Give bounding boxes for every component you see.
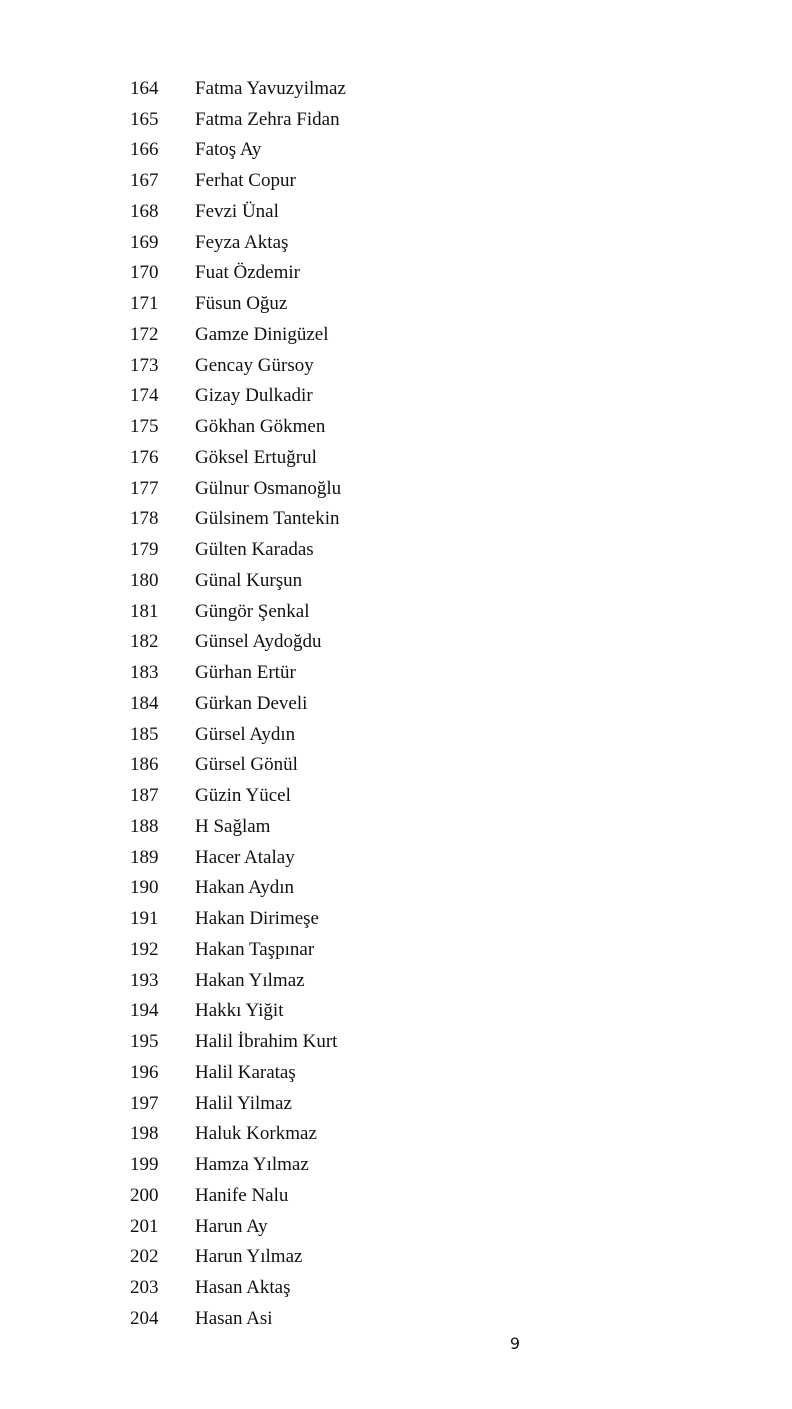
entry-name: Hasan Aktaş: [195, 1277, 291, 1299]
entry-name: Hanife Nalu: [195, 1184, 289, 1206]
list-item: [130, 934, 346, 965]
entry-name: Gürsel Gönül: [195, 754, 298, 776]
entry-number: 194: [130, 1000, 159, 1022]
entry-name: Fatma Zehra Fidan: [195, 108, 340, 130]
page-number: 9: [509, 1334, 521, 1353]
list-item: [130, 750, 346, 781]
entry-name: Gülsinem Tantekin: [195, 508, 340, 530]
entry-number: 175: [130, 416, 159, 438]
entry-number: 166: [130, 139, 159, 161]
list-item: [130, 104, 346, 135]
list-item: [130, 1211, 346, 1242]
list-item: [130, 473, 346, 504]
entry-name: Fevzi Ünal: [195, 200, 279, 222]
entry-name: Günal Kurşun: [195, 569, 303, 591]
entry-number: 186: [130, 754, 159, 776]
entry-number: 204: [130, 1307, 159, 1329]
list-item: [130, 688, 346, 719]
entry-number: 172: [130, 323, 159, 345]
list-item: [130, 1026, 346, 1057]
entry-number: 197: [130, 1092, 159, 1114]
entry-number: 182: [130, 631, 159, 653]
entry-name: Gizay Dulkadir: [195, 385, 313, 407]
entry-number: 185: [130, 723, 159, 745]
list-item: [130, 1180, 346, 1211]
entry-number: 178: [130, 508, 159, 530]
list-item: [130, 73, 346, 104]
entry-number: 201: [130, 1215, 159, 1237]
entry-name: Feyza Aktaş: [195, 231, 289, 253]
entry-number: 192: [130, 938, 159, 960]
list-item: [130, 996, 346, 1027]
list-item: [130, 1303, 346, 1334]
name-list: [130, 73, 346, 1334]
entry-number: 187: [130, 785, 159, 807]
entry-name: Gamze Dinigüzel: [195, 323, 329, 345]
entry-number: 179: [130, 539, 159, 561]
list-item: [130, 565, 346, 596]
entry-number: 167: [130, 170, 159, 192]
list-item: [130, 1272, 346, 1303]
entry-number: 198: [130, 1123, 159, 1145]
list-item: [130, 442, 346, 473]
entry-name: H Sağlam: [195, 815, 271, 837]
list-item: [130, 811, 346, 842]
list-item: [130, 842, 346, 873]
entry-number: 189: [130, 846, 159, 868]
list-item: [130, 627, 346, 658]
entry-name: Halil İbrahim Kurt: [195, 1031, 338, 1053]
entry-number: 183: [130, 662, 159, 684]
entry-number: 196: [130, 1061, 159, 1083]
list-item: [130, 719, 346, 750]
entry-name: Hasan Asi: [195, 1307, 273, 1329]
list-item: [130, 1088, 346, 1119]
entry-name: Gencay Gürsoy: [195, 354, 314, 376]
entry-number: 200: [130, 1184, 159, 1206]
entry-name: Gürsel Aydın: [195, 723, 296, 745]
list-item: [130, 411, 346, 442]
list-item: [130, 965, 346, 996]
list-item: [130, 1149, 346, 1180]
entry-number: 174: [130, 385, 159, 407]
list-item: [130, 1057, 346, 1088]
entry-name: Gürkan Develi: [195, 692, 308, 714]
list-item: [130, 135, 346, 166]
entry-name: Güzin Yücel: [195, 785, 291, 807]
list-item: [130, 1119, 346, 1150]
entry-number: 176: [130, 446, 159, 468]
entry-name: Hakan Dirimeşe: [195, 908, 319, 930]
list-item: [130, 1242, 346, 1273]
entry-name: Halil Karataş: [195, 1061, 296, 1083]
entry-number: 190: [130, 877, 159, 899]
entry-name: Gülnur Osmanoğlu: [195, 477, 342, 499]
entry-name: Gürhan Ertür: [195, 662, 296, 684]
list-item: [130, 165, 346, 196]
list-item: [130, 288, 346, 319]
entry-name: Günsel Aydoğdu: [195, 631, 322, 653]
entry-number: 188: [130, 815, 159, 837]
entry-name: Fatma Yavuzyilmaz: [195, 77, 346, 99]
entry-number: 195: [130, 1031, 159, 1053]
entry-number: 191: [130, 908, 159, 930]
list-item: [130, 227, 346, 258]
entry-name: Fuat Özdemir: [195, 262, 301, 284]
entry-number: 184: [130, 692, 159, 714]
entry-number: 169: [130, 231, 159, 253]
entry-number: 181: [130, 600, 159, 622]
entry-number: 177: [130, 477, 159, 499]
entry-name: Hamza Yılmaz: [195, 1154, 309, 1176]
entry-number: 199: [130, 1154, 159, 1176]
entry-number: 170: [130, 262, 159, 284]
list-item: [130, 350, 346, 381]
list-item: [130, 504, 346, 535]
entry-name: Gökhan Gökmen: [195, 416, 326, 438]
entry-number: 168: [130, 200, 159, 222]
entry-name: Göksel Ertuğrul: [195, 446, 317, 468]
list-item: [130, 319, 346, 350]
list-item: [130, 657, 346, 688]
list-item: [130, 873, 346, 904]
list-item: [130, 534, 346, 565]
entry-name: Halil Yilmaz: [195, 1092, 292, 1114]
entry-number: 202: [130, 1246, 159, 1268]
entry-name: Haluk Korkmaz: [195, 1123, 317, 1145]
entry-name: Hacer Atalay: [195, 846, 295, 868]
entry-number: 165: [130, 108, 159, 130]
entry-name: Hakan Aydın: [195, 877, 295, 899]
entry-number: 164: [130, 77, 159, 99]
entry-name: Harun Ay: [195, 1215, 268, 1237]
list-item: [130, 381, 346, 412]
entry-number: 173: [130, 354, 159, 376]
entry-number: 180: [130, 569, 159, 591]
entry-name: Ferhat Copur: [195, 170, 296, 192]
list-item: [130, 596, 346, 627]
list-item: [130, 780, 346, 811]
entry-name: Fatoş Ay: [195, 139, 262, 161]
entry-name: Hakan Yılmaz: [195, 969, 305, 991]
entry-name: Füsun Oğuz: [195, 293, 288, 315]
entry-name: Hakan Taşpınar: [195, 938, 315, 960]
list-item: [130, 903, 346, 934]
entry-name: Hakkı Yiğit: [195, 1000, 284, 1022]
entry-name: Harun Yılmaz: [195, 1246, 303, 1268]
entry-number: 193: [130, 969, 159, 991]
entry-number: 203: [130, 1277, 159, 1299]
list-item: [130, 258, 346, 289]
entry-name: Güngör Şenkal: [195, 600, 310, 622]
entry-name: Gülten Karadas: [195, 539, 314, 561]
entry-number: 171: [130, 293, 159, 315]
list-item: [130, 196, 346, 227]
